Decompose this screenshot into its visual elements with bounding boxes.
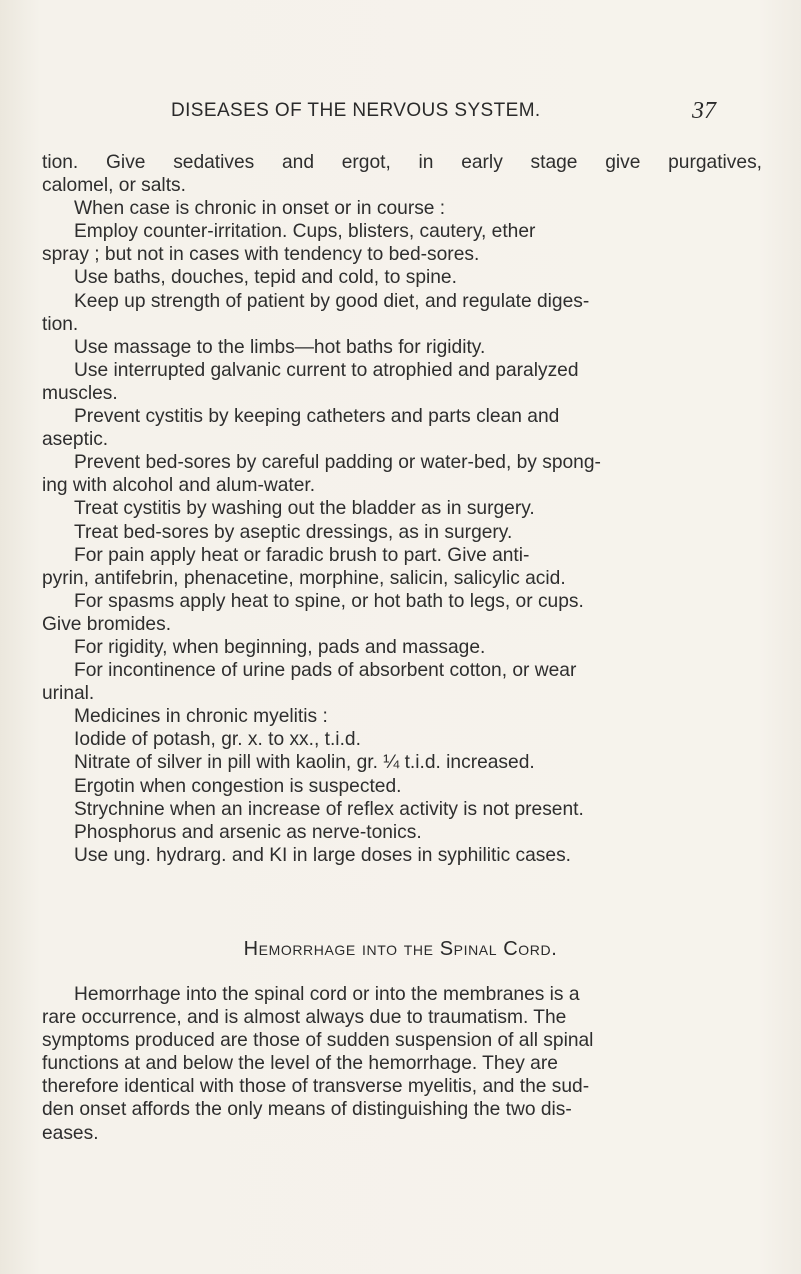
text-line: symptoms produced are those of sudden suspension of all spinal <box>42 1030 594 1052</box>
section-heading: Hemorrhage into the Spinal Cord. <box>243 938 558 960</box>
text-line: For incontinence of urine pads of absorbent cotton, or wear <box>74 660 577 682</box>
page-number: 37 <box>692 98 716 124</box>
running-head: DISEASES OF THE NERVOUS SYSTEM. <box>171 100 541 121</box>
text-line: therefore identical with those of transverse myelitis, and the sud- <box>42 1076 590 1098</box>
text-line: Give bromides. <box>42 613 172 635</box>
text-line: Strychnine when an increase of reflex activity is not present. <box>74 798 584 820</box>
text-line: For spasms apply heat to spine, or hot bath to legs, or cups. <box>74 590 584 612</box>
text-line: Prevent cystitis by keeping catheters and parts clean and <box>74 406 560 428</box>
text-line: rare occurrence, and is almost always due to traumatism. The <box>42 1007 567 1029</box>
text-line: Employ counter-irritation. Cups, blisters, cautery, ether <box>74 221 536 243</box>
text-line: Iodide of potash, gr. x. to xx., t.i.d. <box>74 729 361 751</box>
text-line: urinal. <box>42 683 95 705</box>
text-line: Use interrupted galvanic current to atrophied and paralyzed <box>74 359 579 381</box>
text-line: Phosphorus and arsenic as nerve-tonics. <box>74 821 422 843</box>
text-line: tion. <box>42 313 79 335</box>
text-line: Use ung. hydrarg. and KI in large doses in syphilitic cases. <box>74 844 572 866</box>
text-line: eases. <box>42 1122 99 1144</box>
text-line: muscles. <box>42 382 118 404</box>
text-line: aseptic. <box>42 429 109 451</box>
text-line: Ergotin when congestion is suspected. <box>74 775 402 797</box>
text-line: calomel, or salts. <box>42 175 186 197</box>
text-line: For pain apply heat or faradic brush to part. Give anti- <box>74 544 530 566</box>
text-line: For rigidity, when beginning, pads and massage. <box>74 636 486 658</box>
text-line: den onset affords the only means of distinguishing the two dis- <box>42 1099 572 1121</box>
text-line: Prevent bed-sores by careful padding or water-bed, by spong- <box>74 452 601 474</box>
text-line: pyrin, antifebrin, phenacetine, morphine, salicin, salicylic acid. <box>42 567 566 589</box>
text-line: Treat cystitis by washing out the bladder as in surgery. <box>74 498 535 520</box>
text-line: Use baths, douches, tepid and cold, to spine. <box>74 267 457 289</box>
text-line: When case is chronic in onset or in course : <box>74 198 446 220</box>
text-line: Use massage to the limbs—hot baths for rigidity. <box>74 336 486 358</box>
text-line: tion. Give sedatives and ergot, in early stage give purgatives, <box>42 152 762 173</box>
text-line: Medicines in chronic myelitis : <box>74 706 328 728</box>
text-line: functions at and below the level of the hemorrhage. They are <box>42 1053 558 1075</box>
body-text <box>42 151 762 867</box>
section-paragraph <box>42 983 762 1145</box>
text-line: spray ; but not in cases with tendency to bed-sores. <box>42 244 480 266</box>
text-line: Nitrate of silver in pill with kaolin, gr. ¼ t.i.d. increased. <box>74 752 535 774</box>
text-line: Keep up strength of patient by good diet, and regulate diges- <box>74 290 590 312</box>
text-line: Hemorrhage into the spinal cord or into the membranes is a <box>74 984 580 1005</box>
text-line: ing with alcohol and alum-water. <box>42 475 316 497</box>
text-line: Treat bed-sores by aseptic dressings, as in surgery. <box>74 521 513 543</box>
